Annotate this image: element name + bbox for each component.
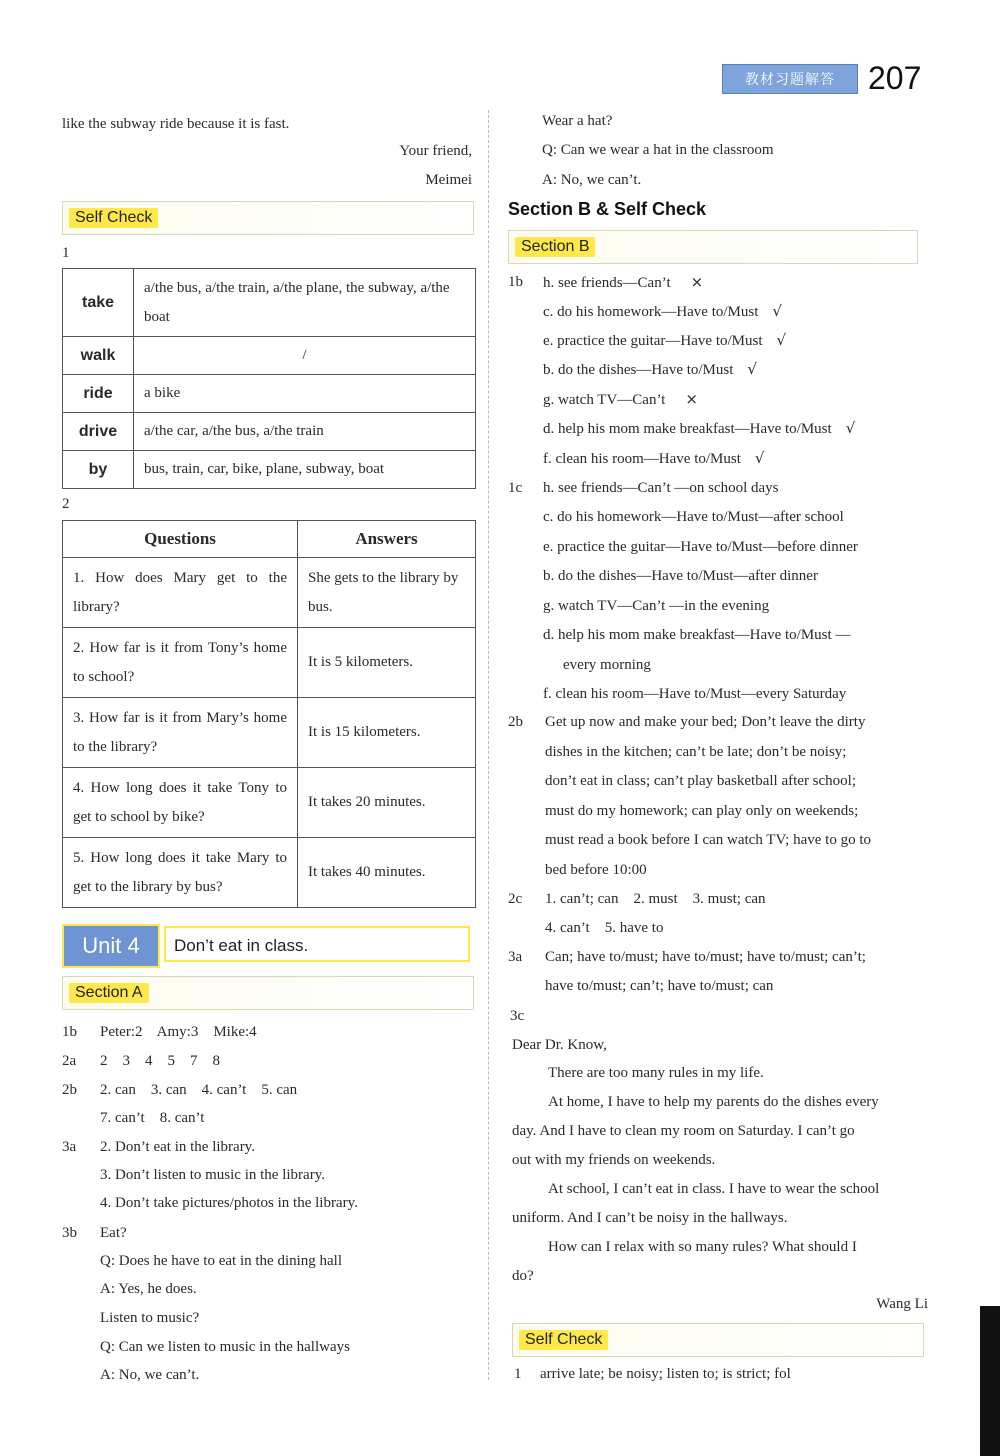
answer-line: Q: Can we listen to music in the hallways	[100, 1339, 350, 1355]
section-heading: Section B & Self Check	[508, 199, 707, 219]
section-b-label: Section B	[515, 237, 595, 257]
objects-cell: a bike	[134, 375, 476, 413]
table-row	[63, 413, 476, 451]
answer-label: 2b	[508, 714, 523, 730]
letter-line: At home, I have to help my parents do the dishes every	[548, 1094, 879, 1110]
answer-line: Can; have to/must; have to/must; have to/must; can’t;	[545, 949, 866, 965]
answer-label: 3a	[508, 949, 523, 965]
table-row	[63, 451, 476, 489]
self-check-header	[512, 1323, 924, 1357]
b1b-item-text: f. clean his room—Have to/Must	[543, 451, 741, 467]
header-banner-text: 教材习题解答	[745, 71, 835, 87]
table-row	[63, 768, 476, 838]
question-cell: 5. How long does it take Mary to get to the library by bus?	[63, 838, 298, 908]
answer-line: A: No, we can’t.	[100, 1367, 200, 1383]
question-cell: 4. How long does it take Tony to get to school by bike?	[63, 768, 298, 838]
text-line: Wear a hat?	[542, 113, 613, 129]
page-number: 207	[868, 60, 922, 96]
answer-label: 3a	[62, 1139, 77, 1155]
answer-line: d. help his mom make breakfast—Have to/Must —	[543, 627, 851, 643]
table-row	[63, 628, 476, 698]
answer-label: 2c	[508, 891, 523, 907]
answer-line: h. see friends—Can’t —on school days	[543, 480, 779, 496]
check-mark-icon: √	[772, 302, 782, 320]
cross-mark-icon: ×	[690, 273, 704, 291]
b1b-item-text: d. help his mom make breakfast—Have to/Must	[543, 421, 832, 437]
verb-cell: ride	[63, 375, 134, 413]
header-banner	[722, 64, 858, 94]
letter-greeting: Dear Dr. Know,	[512, 1037, 607, 1053]
answer-line: have to/must; can’t; have to/must; can	[545, 978, 774, 994]
questions-answers-table	[62, 520, 476, 908]
unit-header	[62, 924, 474, 968]
column-header-questions: Questions	[63, 521, 298, 558]
answer-line: Eat?	[100, 1225, 127, 1241]
letter-line: day. And I have to clean my room on Saturday. I can’t go	[512, 1123, 855, 1139]
answer-line: 4. Don’t take pictures/photos in the library.	[100, 1195, 358, 1211]
table-row	[63, 337, 476, 375]
answer-label: 1b	[62, 1024, 77, 1040]
self-check-label: Self Check	[69, 208, 158, 228]
b1b-item	[543, 448, 764, 469]
text-line: Q: Can we wear a hat in the classroom	[542, 142, 774, 158]
answer-line: must do my homework; can play only on weekends;	[545, 803, 859, 819]
letter-line: like the subway ride because it is fast.	[62, 116, 290, 132]
section-a-header	[62, 976, 474, 1010]
b1b-item	[543, 330, 786, 351]
page-edge-tab	[980, 1306, 1000, 1456]
transport-table	[62, 268, 476, 489]
letter-line: uniform. And I can’t be noisy in the hallways.	[512, 1210, 788, 1226]
b1b-item-text: e. practice the guitar—Have to/Must	[543, 333, 763, 349]
unit-title: Don’t eat in class.	[164, 926, 470, 962]
table-row	[63, 838, 476, 908]
question-number-2: 2	[62, 496, 70, 512]
answer-line: Q: Does he have to eat in the dining hall	[100, 1253, 343, 1269]
answer-line: Peter:2 Amy:3 Mike:4	[100, 1024, 257, 1040]
text-line: A: No, we can’t.	[542, 172, 642, 188]
answer-cell: It is 15 kilometers.	[298, 698, 476, 768]
b1b-item-text: c. do his homework—Have to/Must	[543, 304, 759, 320]
letter-line: out with my friends on weekends.	[512, 1152, 716, 1168]
check-mark-icon: √	[845, 419, 856, 437]
section-b-header	[508, 230, 918, 264]
b1b-item	[543, 301, 782, 322]
answer-line: c. do his homework—Have to/Must—after school	[543, 509, 844, 525]
answer-line: b. do the dishes—Have to/Must—after dinner	[543, 568, 818, 584]
answer-line: dishes in the kitchen; can’t be late; don’t be noisy;	[545, 744, 847, 760]
answer-line: must read a book before I can watch TV; have to go to	[545, 832, 872, 848]
cross-mark-icon: ×	[685, 390, 698, 408]
verb-cell: take	[63, 269, 134, 337]
objects-cell: a/the bus, a/the train, a/the plane, the subway, a/the boat	[134, 269, 476, 337]
b1b-item	[543, 272, 703, 293]
answer-label: 1b	[508, 274, 523, 290]
answer-line: 7. can’t 8. can’t	[100, 1110, 205, 1126]
letter-line: do?	[512, 1268, 534, 1284]
answer-line: f. clean his room—Have to/Must—every Saturday	[543, 686, 847, 702]
answer-line: Get up now and make your bed; Don’t leave the dirty	[545, 714, 866, 730]
objects-cell: /	[134, 337, 476, 375]
answer-line: A: Yes, he does.	[100, 1281, 197, 1297]
b1b-item-text: h. see friends—Can’t	[543, 275, 671, 291]
answer-line: every morning	[563, 657, 651, 673]
b1b-item-text: b. do the dishes—Have to/Must	[543, 362, 734, 378]
check-mark-icon: √	[776, 331, 787, 349]
table-row	[63, 375, 476, 413]
objects-cell: a/the car, a/the bus, a/the train	[134, 413, 476, 451]
letter-line: How can I relax with so many rules? What should I	[548, 1239, 857, 1255]
question-cell: 1. How does Mary get to the library?	[63, 558, 298, 628]
question-number-1: 1	[62, 245, 70, 261]
answer-cell: It takes 40 minutes.	[298, 838, 476, 908]
verb-cell: drive	[63, 413, 134, 451]
answer-label: 3b	[62, 1225, 77, 1241]
column-header-answers: Answers	[298, 521, 476, 558]
answer-line: Listen to music?	[100, 1310, 200, 1326]
objects-cell: bus, train, car, bike, plane, subway, boat	[134, 451, 476, 489]
b1b-item	[543, 359, 757, 380]
answer-label: 1c	[508, 480, 523, 496]
table-row	[63, 269, 476, 337]
answer-label: 1	[514, 1366, 522, 1382]
table-header-row	[63, 521, 476, 558]
answer-line: 2. can 3. can 4. can’t 5. can	[100, 1082, 298, 1098]
b1b-item	[543, 418, 855, 439]
answer-line: 1. can’t; can 2. must 3. must; can	[545, 891, 766, 907]
self-check-label: Self Check	[519, 1330, 608, 1350]
letter-signature: Wang Li	[876, 1296, 928, 1312]
b1b-item-text: g. watch TV—Can’t	[543, 392, 666, 408]
self-check-header	[62, 201, 474, 235]
answer-line: don’t eat in class; can’t play basketball after school;	[545, 773, 857, 789]
column-divider	[488, 110, 489, 1380]
answer-label: 2b	[62, 1082, 77, 1098]
letter-line: There are too many rules in my life.	[548, 1065, 764, 1081]
answer-line: e. practice the guitar—Have to/Must—before dinner	[543, 539, 858, 555]
answer-line: 2 3 4 5 7 8	[100, 1053, 220, 1069]
answer-line: arrive late; be noisy; listen to; is strict; fol	[540, 1366, 791, 1382]
verb-cell: walk	[63, 337, 134, 375]
table-row	[63, 558, 476, 628]
answer-label: 3c	[510, 1008, 525, 1024]
answer-cell: It takes 20 minutes.	[298, 768, 476, 838]
unit-badge: Unit 4	[62, 924, 160, 968]
answer-line: 4. can’t 5. have to	[545, 920, 664, 936]
answer-cell: She gets to the library by bus.	[298, 558, 476, 628]
check-mark-icon: √	[754, 449, 765, 467]
answer-line: bed before 10:00	[545, 862, 647, 878]
question-cell: 2. How far is it from Tony’s home to school?	[63, 628, 298, 698]
section-a-label: Section A	[69, 983, 149, 1003]
answer-label: 2a	[62, 1053, 77, 1069]
table-row	[63, 698, 476, 768]
check-mark-icon: √	[747, 360, 757, 378]
answer-line: g. watch TV—Can’t —in the evening	[543, 598, 770, 614]
answer-cell: It is 5 kilometers.	[298, 628, 476, 698]
letter-line: At school, I can’t eat in class. I have to wear the school	[548, 1181, 880, 1197]
b1b-item	[543, 389, 698, 410]
letter-closing: Your friend,	[399, 143, 472, 159]
question-cell: 3. How far is it from Mary’s home to the library?	[63, 698, 298, 768]
verb-cell: by	[63, 451, 134, 489]
answer-line: 3. Don’t listen to music in the library.	[100, 1167, 325, 1183]
answer-line: 2. Don’t eat in the library.	[100, 1139, 255, 1155]
letter-signature: Meimei	[425, 172, 472, 188]
